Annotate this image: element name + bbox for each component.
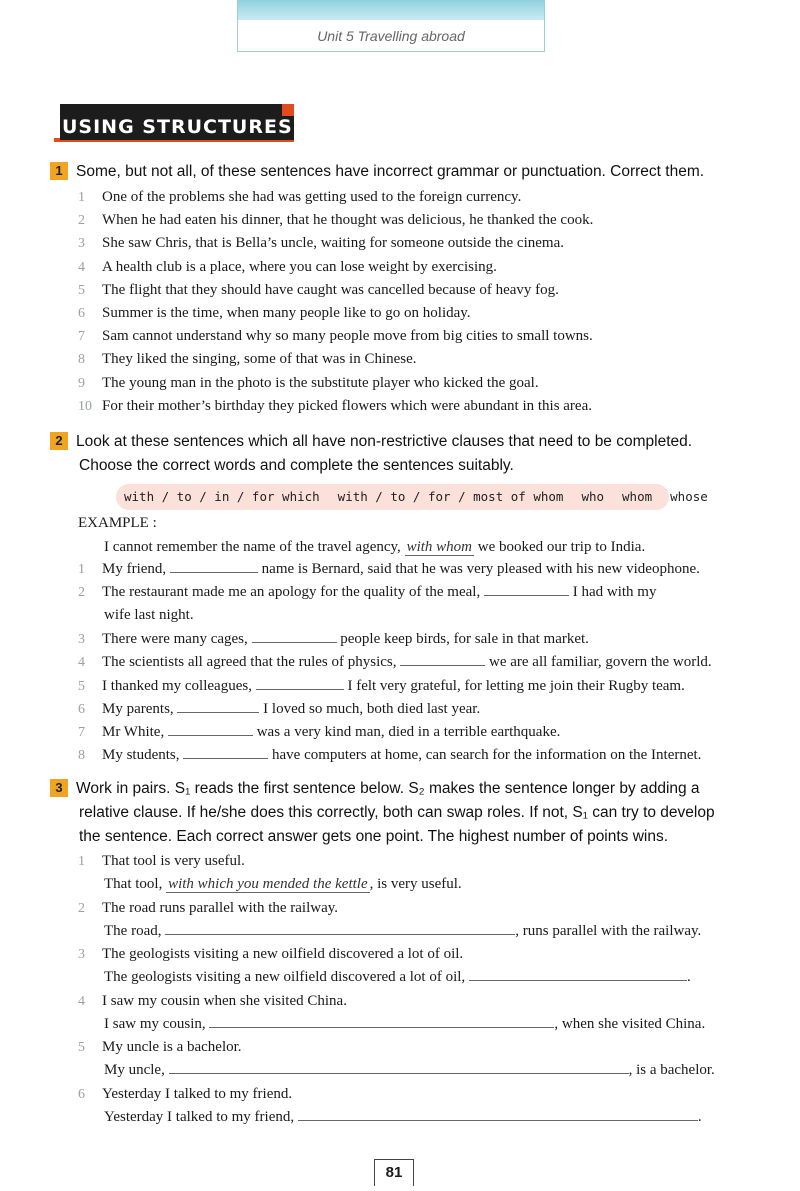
item-text-b: I had with my [572, 584, 657, 600]
item-sentence: The road runs parallel with the railway. [102, 899, 339, 916]
item-number: 6 [78, 1086, 85, 1102]
example-fill: with whom [406, 539, 472, 555]
item-number: 4 [78, 259, 85, 275]
q1-item [78, 280, 738, 301]
page-number: 81 [374, 1159, 414, 1186]
item-text: A health club is a place, where you can lose weight by exercising. [102, 258, 497, 275]
q3-item [78, 991, 738, 1012]
answer-blank[interactable] [177, 699, 259, 713]
item-sentence: My uncle is a bachelor. [102, 1039, 242, 1055]
q2-item [78, 629, 738, 650]
item-number: 6 [78, 306, 85, 321]
q2-instruction-line-1 [50, 430, 740, 454]
item-text: For their mother’s birthday they picked flowers which were abundant in this area. [102, 397, 592, 414]
q1-item [78, 373, 738, 394]
unit-header [237, 0, 545, 52]
title-accent [282, 104, 294, 116]
item-number: 7 [78, 725, 85, 740]
q2-item [78, 699, 738, 720]
q3-answer-line [104, 967, 691, 987]
q3-item [78, 898, 738, 919]
q2-number: 2 [50, 432, 68, 450]
item-text-b: we are all familiar, govern the world. [489, 654, 712, 670]
answer-blank[interactable] [168, 722, 253, 736]
item-text-b: I loved so much, both died last year. [263, 701, 481, 717]
answer-text-b: , is a bachelor. [628, 1062, 715, 1078]
word-option: whose [670, 489, 708, 504]
item-text-a: My students, [102, 747, 180, 763]
q3-answer-line [104, 921, 701, 941]
answer-blank[interactable] [298, 1107, 698, 1121]
item-text-a: My friend, [102, 561, 167, 577]
item-number: 1 [78, 190, 85, 205]
item-text-b: I felt very grateful, for letting me join their Rugby team. [347, 678, 685, 694]
unit-title: Unit 5 Travelling abroad [317, 28, 465, 44]
item-sentence: Yesterday I talked to my friend. [102, 1085, 293, 1102]
item-number: 1 [78, 562, 85, 577]
item-text: Sam cannot understand why so many people move from big cities to small towns. [102, 328, 593, 345]
q3-item [78, 944, 738, 965]
q3-answer-line [104, 1107, 702, 1127]
q1-item [78, 396, 738, 417]
item-text-a: I thanked my colleagues, [102, 678, 252, 694]
q1-number: 1 [50, 162, 68, 180]
answer-blank[interactable] [183, 745, 268, 759]
item-number: 4 [78, 993, 85, 1009]
item-number: 2 [78, 585, 85, 600]
answer-fill: with which you mended the kettle [168, 876, 368, 892]
word-option: with / to / for / most of whom [337, 489, 564, 504]
q3-item [78, 1084, 738, 1105]
item-text: She saw Chris, that is Bella’s uncle, waiting for someone outside the cinema. [102, 235, 564, 252]
q1-item [78, 233, 738, 254]
answer-blank[interactable] [484, 582, 569, 596]
example-sentence [104, 537, 645, 557]
answer-blank[interactable] [252, 629, 337, 643]
answer-blank[interactable] [165, 921, 515, 935]
answer-blank[interactable] [469, 967, 687, 981]
q2-item [78, 559, 738, 580]
section-title: USING STRUCTURES [60, 104, 294, 140]
item-text-a: There were many cages, [102, 631, 248, 647]
item-text-a: Mr White, [102, 724, 165, 740]
word-option: whom [622, 489, 653, 504]
item-number: 3 [78, 236, 85, 252]
answer-text-b: , when she visited China. [554, 1015, 706, 1032]
item-number: 8 [78, 748, 85, 763]
item-number: 9 [78, 375, 85, 391]
q3-answer-line [104, 1014, 705, 1034]
item-number: 7 [78, 329, 85, 345]
item-text-a: The restaurant made me an apology for the quality of the meal, [102, 584, 481, 600]
q3-number: 3 [50, 779, 68, 797]
answer-text-b: . [686, 969, 691, 985]
q2-item [78, 582, 738, 603]
header-banner-image [238, 0, 544, 20]
item-text: They liked the singing, some of that was in Chinese. [102, 351, 417, 368]
q3-instruction-line-2: relative clause. If he/she does this correctly, both can swap roles. If not, S₁ can try to develop [79, 804, 715, 821]
word-option: with / to / in / for which [124, 489, 320, 504]
q3-instruction-1: Work in pairs. S₁ reads the first sentence below. S₂ makes the sentence longer by adding a [76, 780, 700, 797]
item-number: 5 [78, 679, 85, 694]
answer-text-a: The road, [104, 922, 162, 939]
q1-instruction-line [50, 160, 740, 184]
q1-item [78, 303, 738, 324]
q2-instruction-line-2: Choose the correct words and complete the sentences suitably. [79, 457, 514, 474]
item-text-b: people keep birds, for sale in that market. [340, 631, 589, 647]
example-text-a: I cannot remember the name of the travel agency, [104, 539, 401, 555]
example-label: EXAMPLE : [78, 515, 157, 531]
item-text: The flight that they should have caught was cancelled because of heavy fog. [102, 281, 559, 298]
answer-text-a: That tool, [104, 876, 163, 892]
answer-text-a: I saw my cousin, [104, 1015, 206, 1032]
item-sentence: The geologists visiting a new oilfield discovered a lot of oil. [102, 946, 464, 962]
q2-item [78, 722, 738, 743]
item-number: 2 [78, 900, 85, 916]
item-text: Summer is the time, when many people like to go on holiday. [102, 305, 471, 321]
answer-blank[interactable] [170, 559, 258, 573]
word-box [116, 484, 708, 510]
q3-item [78, 1037, 738, 1058]
q2-item [78, 676, 738, 697]
word-option: who [581, 489, 605, 504]
item-number: 8 [78, 352, 85, 368]
q1-instruction: Some, but not all, of these sentences have incorrect grammar or punctuation. Correct them. [76, 163, 705, 180]
q3-instruction-line-1 [50, 777, 740, 801]
answer-text-b: , is very useful. [369, 876, 462, 892]
q2-item-continuation: wife last night. [104, 607, 194, 623]
item-text-a: The scientists all agreed that the rules of physics, [102, 654, 397, 670]
item-number: 1 [78, 854, 85, 869]
answer-text-b: , runs parallel with the railway. [515, 922, 702, 939]
item-number: 10 [78, 398, 92, 414]
item-text: One of the problems she had was getting used to the foreign currency. [102, 189, 522, 205]
q1-item [78, 187, 738, 208]
answer-blank[interactable] [209, 1014, 554, 1028]
q2-instruction-1: Look at these sentences which all have non-restrictive clauses that need to be completed. [76, 433, 693, 450]
q1-item [78, 349, 738, 370]
q2-item [78, 652, 738, 673]
answer-blank[interactable] [400, 652, 485, 666]
item-number: 5 [78, 1040, 85, 1055]
answer-text-a: Yesterday I talked to my friend, [104, 1108, 295, 1125]
item-sentence: I saw my cousin when she visited China. [102, 992, 347, 1009]
q3-item [78, 851, 738, 872]
answer-blank[interactable] [256, 676, 344, 690]
q2-item [78, 745, 738, 766]
item-text: When he had eaten his dinner, that he thought was delicious, he thanked the cook. [102, 212, 594, 229]
item-number: 4 [78, 655, 85, 670]
q3-instruction-line-3: the sentence. Each correct answer gets one point. The highest number of points wins. [79, 828, 669, 845]
answer-text-a: My uncle, [104, 1062, 165, 1078]
q3-answer-line [104, 874, 462, 894]
q1-item [78, 326, 738, 347]
answer-text-a: The geologists visiting a new oilfield discovered a lot of oil, [104, 969, 466, 985]
item-text-a: My parents, [102, 701, 174, 717]
item-sentence: That tool is very useful. [102, 853, 245, 869]
q3-answer-line [104, 1060, 715, 1080]
answer-blank[interactable] [169, 1060, 629, 1074]
item-text: The young man in the photo is the substitute player who kicked the goal. [102, 374, 539, 391]
item-text-b: name is Bernard, said that he was very pleased with his new videophone. [261, 561, 700, 577]
item-number: 6 [78, 702, 85, 717]
item-number: 3 [78, 632, 85, 647]
q1-item [78, 210, 738, 231]
item-number: 2 [78, 213, 85, 229]
q1-item [78, 257, 738, 278]
answer-text-b: . [697, 1108, 702, 1125]
example-text-b: we booked our trip to India. [477, 539, 646, 555]
item-text-b: was a very kind man, died in a terrible earthquake. [256, 724, 561, 740]
item-number: 3 [78, 947, 85, 962]
item-number: 5 [78, 282, 85, 298]
item-text-b: have computers at home, can search for the information on the Internet. [272, 747, 702, 763]
